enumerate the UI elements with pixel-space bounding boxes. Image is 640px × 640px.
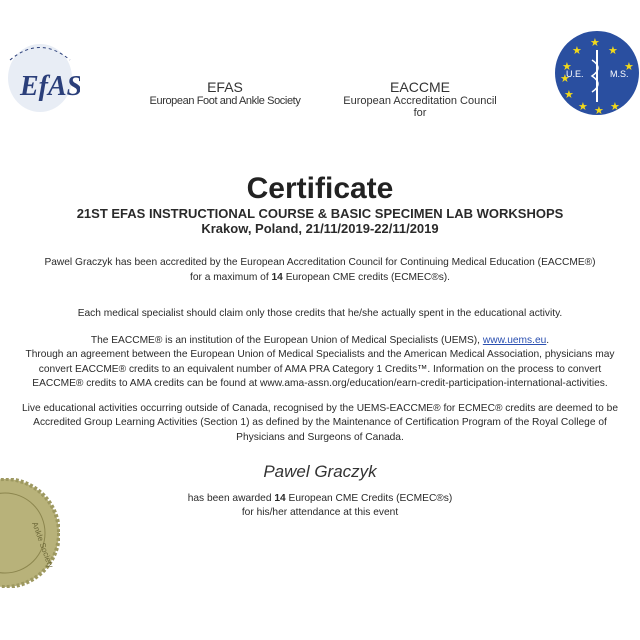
svg-text:★: ★: [594, 105, 604, 116]
award-line-2: for his/her attendance at this event: [241, 507, 399, 518]
eaccme-title: EACCME: [390, 79, 450, 95]
eaccme-line-2: Through an agreement between the European Union of Medical Specialists and the American Medical Association, physicians may: [25, 349, 615, 360]
recipient-name: Pawel Graczyk: [263, 462, 377, 481]
claim-note: Each medical specialist should claim only those credits that he/she actually spent in the educational activity.: [77, 308, 563, 319]
text: for a maximum of: [189, 271, 272, 283]
canada-line-3: Physicians and Surgeons of Canada.: [236, 431, 404, 443]
text: European CME Credits (ECMEC®s): [285, 492, 453, 504]
svg-text:M.S.: M.S.: [610, 69, 629, 79]
accreditation-line-2: [0, 271, 640, 286]
gold-seal: [0, 478, 60, 588]
course-name: 21ST EFAS INSTRUCTIONAL COURSE & BASIC SPECIMEN LAB WORKSHOPS: [76, 206, 564, 221]
svg-text:U.E.: U.E.: [566, 69, 584, 79]
text: has been awarded: [187, 492, 275, 504]
svg-text:★: ★: [608, 45, 618, 57]
text: .: [546, 334, 550, 346]
certificate-title: Certificate: [246, 172, 394, 205]
efas-logo: [0, 30, 80, 120]
credit-count: 14: [274, 492, 286, 504]
award-line-1: [0, 492, 640, 507]
credit-count: 14: [271, 271, 283, 283]
uems-link[interactable]: www.uems.eu: [482, 334, 547, 346]
course-location-date: Krakow, Poland, 21/11/2019-22/11/2019: [201, 221, 439, 236]
efas-header: [110, 79, 340, 107]
efas-subtitle: European Foot and Ankle Society: [149, 95, 301, 107]
svg-text:★: ★: [578, 101, 588, 113]
canada-line-1: Live educational activities occurring outside of Canada, recognised by the UEMS-EACCME® for ECMEC® credits are deemed to be: [22, 402, 618, 414]
canada-line-2: Accredited Group Learning Activities (Section 1) as defined by the Maintenance of Certification Program of the Royal College of: [33, 417, 607, 428]
eaccme-line-3: convert EACCME® credits to an equivalent number of AMA PRA Category 1 Credits™. Information on the process to convert: [38, 363, 602, 375]
svg-text:★: ★: [564, 89, 574, 101]
svg-text:★: ★: [572, 45, 582, 57]
svg-text:★: ★: [590, 37, 600, 49]
certificate-body: [0, 172, 640, 521]
text: European CME credits (ECMEC®s).: [282, 271, 451, 283]
svg-text:EfAS: EfAS: [20, 71, 80, 102]
svg-text:Ankle Society: Ankle Society: [30, 520, 56, 570]
accreditation-line-1: Pawel Graczyk has been accredited by the European Accreditation Council for Continuing Medical Education (EACCME®): [44, 257, 596, 268]
svg-text:★: ★: [560, 73, 570, 85]
svg-text:★: ★: [624, 61, 634, 73]
eaccme-header: [340, 79, 500, 119]
svg-text:★: ★: [610, 101, 620, 113]
efas-title: EFAS: [207, 79, 243, 95]
svg-text:★: ★: [562, 61, 572, 73]
eaccme-line-1: [0, 334, 640, 349]
eaccme-line-4: EACCME® credits to AMA credits can be found at www.ama-assn.org/education/earn-credit-participation-international-activities.: [32, 378, 608, 389]
uems-logo: [554, 30, 640, 116]
text: The EACCME® is an institution of the European Union of Medical Specialists (UEMS),: [90, 334, 483, 346]
eaccme-subtitle: European Accreditation Council for: [343, 95, 497, 119]
